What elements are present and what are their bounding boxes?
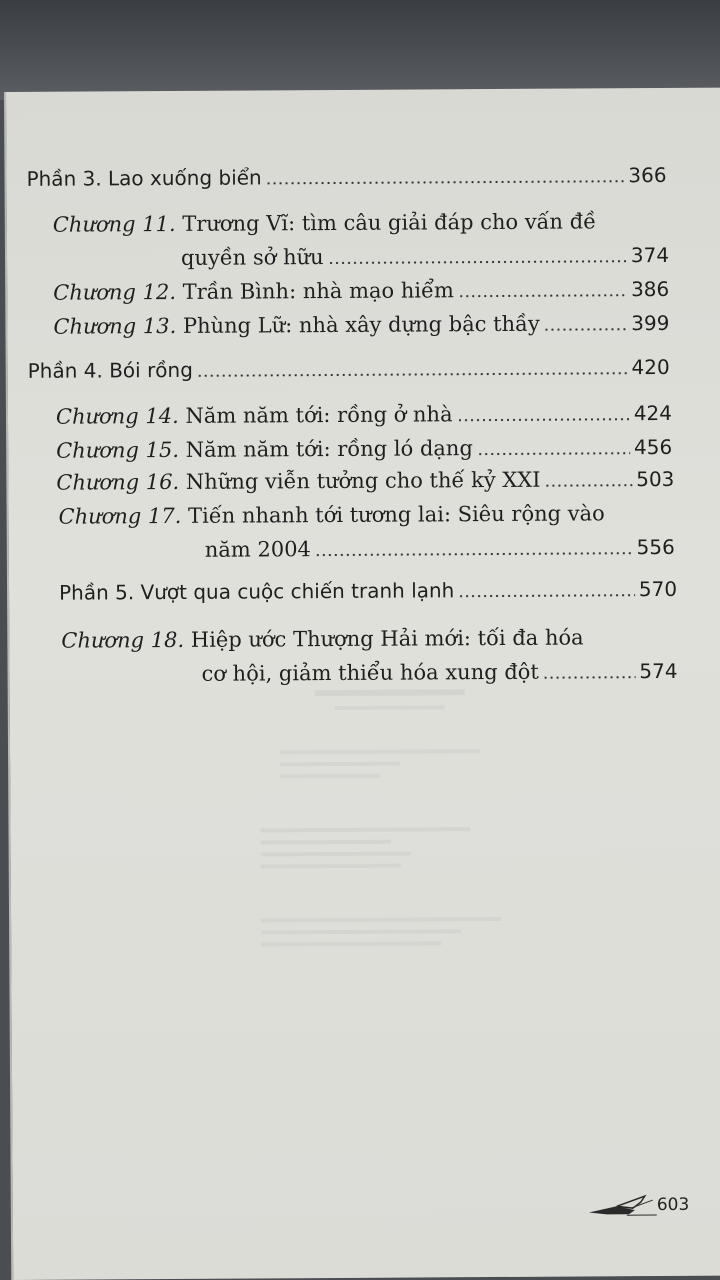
chapter-title-line1: Tiến nhanh tới tương lai: Siêu rộng vào [188,501,605,528]
page-number: 374 [630,242,670,268]
page-number: 570 [638,576,678,602]
chapter-title-line1: Hiệp ước Thượng Hải mới: tối đa hóa [190,625,584,652]
page-number: 456 [633,434,673,460]
chapter-label: Chương 15. [56,437,180,463]
chapter-title-line2: quyền sở hữu [180,245,324,270]
chapter-title: Phùng Lữ: nhà xây dựng bậc thầy [182,311,540,338]
chapter-title: Năm năm tới: rồng ở nhà [185,402,453,428]
toc-chapter-13 [53,308,669,342]
book-page [4,88,720,1280]
toc-chapter-12 [53,274,669,308]
chapter-label: Chương 11. [52,211,176,237]
dot-leader [266,179,625,185]
toc-chapter-18 [61,622,677,690]
dot-leader [458,293,627,298]
toc-chapter-16 [56,464,674,498]
chapter-label: Chương 17. [58,503,182,529]
chapter-title: Những viễn tưởng cho thế kỷ XXI [185,467,541,494]
page-number: 386 [630,276,670,302]
dot-leader [477,451,630,456]
dot-leader [545,483,633,488]
dot-leader [315,551,633,557]
toc-part-5 [59,574,677,608]
dot-leader [543,675,636,680]
page-number: 420 [631,354,670,380]
chapter-label: Chương 16. [56,469,180,495]
chapter-title-line2: cơ hội, giảm thiểu hóa xung đột [201,659,539,686]
page-number: 366 [628,162,667,188]
chapter-label: Chương 18. [61,627,185,653]
dot-leader [544,327,627,332]
toc-chapter-15 [56,432,672,466]
dot-leader [197,371,628,378]
page-number-folio: 603 [656,1194,690,1216]
background-surface [0,0,720,100]
page-number: 503 [636,466,675,492]
page-number: 556 [636,534,675,560]
part-title: Phần 5. Vượt qua cuộc chiến tranh lạnh [58,578,455,605]
dot-leader [458,593,635,598]
part-title: Phần 4. Bói rồng [27,357,193,383]
page-number: 399 [631,310,670,336]
quill-ornament-icon [587,1192,657,1218]
chapter-title: Năm năm tới: rồng ló dạng [185,436,473,462]
chapter-label: Chương 12. [53,279,177,305]
chapter-label: Chương 13. [53,313,177,339]
dot-leader [328,259,627,265]
toc-part-3 [26,160,666,194]
page-number: 424 [633,400,673,426]
toc-part-4 [28,352,670,386]
chapter-title-line1: Trương Vĩ: tìm câu giải đáp cho vấn đề [182,209,597,236]
page-folio [587,1192,690,1219]
toc-chapter-14 [56,398,672,432]
toc-chapter-11 [53,206,669,274]
part-title: Phần 3. Lao xuống biển [26,165,262,191]
dot-leader [457,417,630,422]
bleed-through-marks [260,689,523,1111]
chapter-title: Trần Bình: nhà mạo hiểm [182,278,454,304]
page-number: 574 [639,658,678,684]
chapter-title-line2: năm 2004 [204,537,311,562]
chapter-label: Chương 14. [55,403,179,429]
toc-chapter-17 [59,498,675,566]
